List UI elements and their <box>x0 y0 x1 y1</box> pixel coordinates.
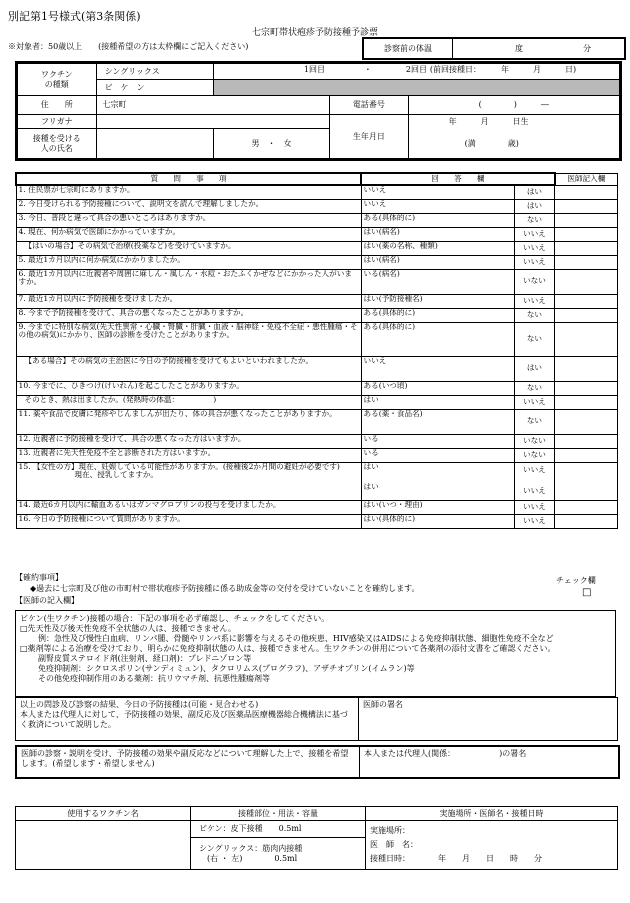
doctor-name-label: 医 師 名： <box>370 840 418 849</box>
answer-choice[interactable]: ない <box>514 322 555 356</box>
question-text: 9. 今までに特別な病気(先天性異常・心臓・腎臓・肝臓・血液・脳神経・免疫不全症・悪性腫瘍・その他の病気)にかかり、医師の診断を受けたことがありますか。 <box>16 322 361 356</box>
answer-option[interactable]: はい(病名) <box>361 255 514 269</box>
place-label: 実施場所： <box>370 826 410 835</box>
shingrix-dose-cell[interactable] <box>213 64 619 80</box>
patient-info-table <box>15 61 622 161</box>
form-title: 七宗町帯状疱疹予防接種予診票 <box>251 28 378 38</box>
question-text: 13. 近親者に先天性免疫不全と診断された方はいますか。 <box>16 448 361 462</box>
answer-header: 回 答 欄 <box>361 173 555 185</box>
address-label: 住 所 <box>18 96 97 115</box>
biken-shaded <box>213 80 619 96</box>
doctor-col-header: 医師記入欄 <box>555 173 618 185</box>
answer-option[interactable]: いる <box>361 434 514 448</box>
temperature-label: 診察前の体温 <box>364 39 453 58</box>
confirm-checkbox[interactable]: □ <box>582 587 592 598</box>
answer-option[interactable]: いいえ <box>361 185 514 199</box>
question-text: 3. 今日、普段と違って具合の悪いところはありますか。 <box>16 213 361 227</box>
doctor-check-cell[interactable] <box>555 356 618 381</box>
question-text: 【はいの場合】その病気で治療(投薬など)を受けていますか。 <box>16 241 361 255</box>
question-text: 【ある場合】その病気の主治医に今日の予防接種を受けてもよいといわれましたか。 <box>16 356 361 381</box>
question-text: 8. 今まで予防接種を受けて、具合の悪くなったことがありますか。 <box>16 308 361 322</box>
question-text: 1. 住民票が七宗町にありますか。 <box>16 185 361 199</box>
answer-choice[interactable]: はい <box>514 356 555 381</box>
question-row <box>16 322 618 356</box>
question-row <box>16 514 618 528</box>
doctor-check-cell[interactable] <box>555 409 618 434</box>
gender-select[interactable]: 男 ・ 女 <box>213 129 329 159</box>
temperature-box <box>362 37 626 60</box>
question-row <box>16 448 618 462</box>
doctor-check-cell[interactable] <box>555 381 618 395</box>
record-place-header: 実施場所・医師名・接種日時 <box>366 807 618 821</box>
answer-option[interactable]: はい(薬の名称、種類) <box>361 241 514 255</box>
dose-second[interactable]: 2回目 <box>405 65 427 74</box>
answer-choice[interactable]: ない <box>514 308 555 322</box>
question-row <box>16 409 618 434</box>
doctor-heading: 【医師の記入欄】 <box>15 596 79 605</box>
doctor-note-line[interactable]: □薬剤等による治療を受けており、明らかに免疫抑制状態の人は、接種できません。生ワクチンの併用について各薬剤の添付文書をご確認ください。 <box>20 644 556 653</box>
form-label: 別記第1号様式(第3条関係) <box>8 10 141 23</box>
address-field[interactable]: 七宗町 <box>96 96 329 115</box>
question-row <box>16 395 618 409</box>
birth-field[interactable] <box>408 115 619 159</box>
question-row <box>16 199 618 213</box>
confirm-heading: 【確約事項】 <box>15 573 63 582</box>
question-row <box>16 269 618 294</box>
answer-option[interactable]: はい(いつ・理由) <box>361 500 514 514</box>
answer-option[interactable]: ある(薬・食品名) <box>361 409 514 434</box>
question-text: 6. 最近1カ月以内に近親者や周囲に麻しん・風しん・水痘・おたふくかぜなどにかかった人がいますか。 <box>16 269 361 294</box>
phone-label: 電話番号 <box>330 96 409 115</box>
question-row <box>16 434 618 448</box>
vaccination-date-label: 接種日時： 年 月 日 時 分 <box>370 854 542 863</box>
question-row <box>16 185 618 199</box>
check-label: チェック欄 <box>556 576 596 585</box>
answer-option[interactable]: ある(いつ頃) <box>361 381 514 395</box>
question-text: 11. 薬や食品で皮膚に発疹やじんましんが出たり、体の具合が悪くなったことがありますか。 <box>16 409 361 434</box>
record-vaccine-header: 使用するワクチン名 <box>16 807 191 821</box>
answer-option[interactable]: いいえ <box>361 356 514 381</box>
judgement-row <box>15 697 618 741</box>
answer-choice[interactable]: いいえ <box>514 514 555 528</box>
vaccine-type-label: ワクチン の種類 <box>18 64 97 96</box>
answer-choice[interactable]: いいえ <box>514 395 555 409</box>
answer-option[interactable]: いる(病名) <box>361 269 514 294</box>
answer-choice[interactable]: いない <box>514 269 555 294</box>
doctor-note-line: ビケン(生ワクチン)接種の場合：下記の事項を必ず確認し、チェックをしてください。 <box>20 614 330 623</box>
doctor-check-cell[interactable] <box>555 514 618 528</box>
answer-option[interactable]: ある(具体的に) <box>361 213 514 227</box>
doctor-check-cell[interactable] <box>555 255 618 269</box>
doctor-check-cell[interactable] <box>555 241 618 255</box>
furigana-field[interactable] <box>96 115 329 129</box>
consent-text[interactable]: 医師の診察・説明を受け、予防接種の効果や副反応などについて理解した上で、接種を希望します。(希望します・希望しません) <box>17 747 360 777</box>
doctor-check-cell[interactable] <box>555 462 618 500</box>
question-row <box>16 294 618 308</box>
vaccine-biken[interactable]: ビ ケ ン <box>96 80 213 96</box>
judgement-text[interactable]: 以上の問診及び診察の結果、今日の予防接種は(可能・見合わせる) 本人または代理人に対して、予防接種の効果、副反応及び医薬品医療機器総合機構法に基づく救済について説明した。 <box>16 698 359 740</box>
doctor-check-cell[interactable] <box>555 213 618 227</box>
dose-separator: ・ <box>363 65 372 74</box>
doctor-check-cell[interactable] <box>555 448 618 462</box>
target-note: ※対象者：50歳以上 (接種希望の方は太枠欄にご記入ください) <box>8 42 249 51</box>
doctor-note-box <box>15 610 616 697</box>
vaccine-shingrix[interactable]: シングリックス <box>96 64 213 80</box>
answer-choice[interactable]: いいえ <box>514 294 555 308</box>
answer-choice[interactable]: いいえ いいえ <box>514 462 555 500</box>
question-row <box>16 500 618 514</box>
question-table <box>15 172 618 529</box>
record-shingrix-usage[interactable]: シングリックス：筋肉内接種 (右 ・ 左) 0.5ml <box>191 838 366 870</box>
question-row <box>16 381 618 395</box>
birth-date-units: 年 月 日生 <box>448 117 529 127</box>
question-text: 4. 現在、何か病気で医師にかかっていますか。 <box>16 227 361 241</box>
answer-option[interactable]: はい はい <box>361 462 514 500</box>
question-row <box>16 241 618 255</box>
doctor-check-cell[interactable] <box>555 395 618 409</box>
phone-field[interactable]: ( ) ― <box>408 96 619 115</box>
question-row <box>16 227 618 241</box>
doctor-note-line[interactable]: □先天性及び後天性免疫不全状態の人は、接種できません。 <box>20 624 237 633</box>
doctor-check-cell[interactable] <box>555 434 618 448</box>
answer-choice[interactable]: はい <box>514 185 555 199</box>
answer-option[interactable]: はい(具体的に) <box>361 514 514 528</box>
answer-option[interactable]: いる <box>361 448 514 462</box>
question-text: 10. 今までに、ひきつけ(けいれん)を起こしたことがありますか。 <box>16 381 361 395</box>
answer-choice[interactable]: ない <box>514 213 555 227</box>
question-text: そのとき、熱は出ましたか。(発熱時の体温： ) <box>16 395 361 409</box>
record-biken-usage[interactable]: ビケン：皮下接種 0.5ml <box>191 821 366 838</box>
record-place-cell[interactable] <box>366 821 618 870</box>
doctor-check-cell[interactable] <box>555 308 618 322</box>
doctor-note-line: 免疫抑制剤：シクロスポリン(サンディミュン)、タクロリムス(プログラフ)、アザチオプリン(イムラン)等 <box>30 664 415 673</box>
answer-choice[interactable]: ない <box>514 409 555 434</box>
question-row <box>16 356 618 381</box>
temperature-minute: 分 <box>583 44 591 53</box>
doctor-check-cell[interactable] <box>555 185 618 199</box>
furigana-label: フリガナ <box>18 115 97 129</box>
answer-option[interactable]: いいえ <box>361 199 514 213</box>
question-text: 2. 今日受けられる予防接種について、説明文を読んで理解しましたか。 <box>16 199 361 213</box>
question-text: 14. 最近6カ月以内に輸血あるいはガンマグロブリンの投与を受けましたか。 <box>16 500 361 514</box>
question-text: 5. 最近1カ月以内に何か病気にかかりましたか。 <box>16 255 361 269</box>
answer-choice[interactable]: いない <box>514 434 555 448</box>
record-vaccine-name[interactable] <box>16 821 191 870</box>
answer-choice[interactable]: はい <box>514 199 555 213</box>
answer-choice[interactable]: いない <box>514 448 555 462</box>
answer-option[interactable]: はい(予防接種名) <box>361 294 514 308</box>
consent-row <box>15 745 620 779</box>
answer-option[interactable]: はい <box>361 395 514 409</box>
question-text: 16. 今日の予防接種について質問がありますか。 <box>16 514 361 528</box>
previous-date: (前回接種日： 年 月 日) <box>429 65 577 74</box>
question-row <box>16 255 618 269</box>
name-label: 接種を受ける 人の氏名 <box>18 129 97 159</box>
doctor-signature[interactable]: 医師の署名 <box>363 700 403 709</box>
answer-option[interactable]: ある(具体的に) <box>361 308 514 322</box>
age-field: (満 歳) <box>464 139 519 149</box>
doctor-check-cell[interactable] <box>555 294 618 308</box>
doctor-check-cell[interactable] <box>555 269 618 294</box>
doctor-note-line: 副腎皮質ステロイド剤(注射剤、経口剤)：プレドニゾロン等 <box>30 654 252 663</box>
birth-label: 生年月日 <box>330 115 409 159</box>
answer-choice[interactable]: いいえ <box>514 227 555 241</box>
question-text: 12. 近親者に予防接種を受けて、具合の悪くなった方はいますか。 <box>16 434 361 448</box>
doctor-check-cell[interactable] <box>555 227 618 241</box>
doctor-note-line: その他免疫抑制作用のある薬剤：抗リウマチ剤、抗悪性腫瘍剤等 <box>30 674 270 683</box>
doctor-check-cell[interactable] <box>555 322 618 356</box>
doctor-check-cell[interactable] <box>555 199 618 213</box>
question-text: 15. 【女性の方】現在、妊娠している可能性がありますか。(接種後2か月間の避妊が必要です) 現在、授乳してますか。 <box>16 462 361 500</box>
doctor-note-line: 例：急性及び慢性白血病、リンパ腫、骨髄やリンパ系に影響を与えるその他疾患、HIV感染又はAIDSによる免疫抑制状態、細胞性免疫不全など <box>30 634 554 643</box>
answer-choice[interactable]: いいえ <box>514 255 555 269</box>
question-text: 7. 最近1カ月以内に予防接種を受けましたか。 <box>16 294 361 308</box>
question-row <box>16 213 618 227</box>
answer-option[interactable]: ある(具体的に) <box>361 322 514 356</box>
answer-choice[interactable]: ない <box>514 381 555 395</box>
name-field[interactable] <box>96 129 213 159</box>
answer-option[interactable]: はい(病名) <box>361 227 514 241</box>
question-row <box>16 462 618 500</box>
patient-signature[interactable]: 本人または代理人(関係： )の署名 <box>364 749 527 758</box>
dose-first[interactable]: 1回目 <box>303 65 325 74</box>
record-site-header: 接種部位・用法・容量 <box>191 807 366 821</box>
question-row <box>16 308 618 322</box>
doctor-check-cell[interactable] <box>555 500 618 514</box>
temperature-degree: 度 <box>515 44 523 53</box>
vaccination-record <box>15 806 618 870</box>
answer-choice[interactable]: いいえ <box>514 500 555 514</box>
confirm-text: ◆過去に七宗町及び他の市町村で帯状疱疹予防接種に係る助成金等の交付を受けていないことを確約します。 <box>30 584 420 593</box>
question-header: 質 問 事 項 <box>16 173 361 185</box>
answer-choice[interactable]: いいえ <box>514 241 555 255</box>
